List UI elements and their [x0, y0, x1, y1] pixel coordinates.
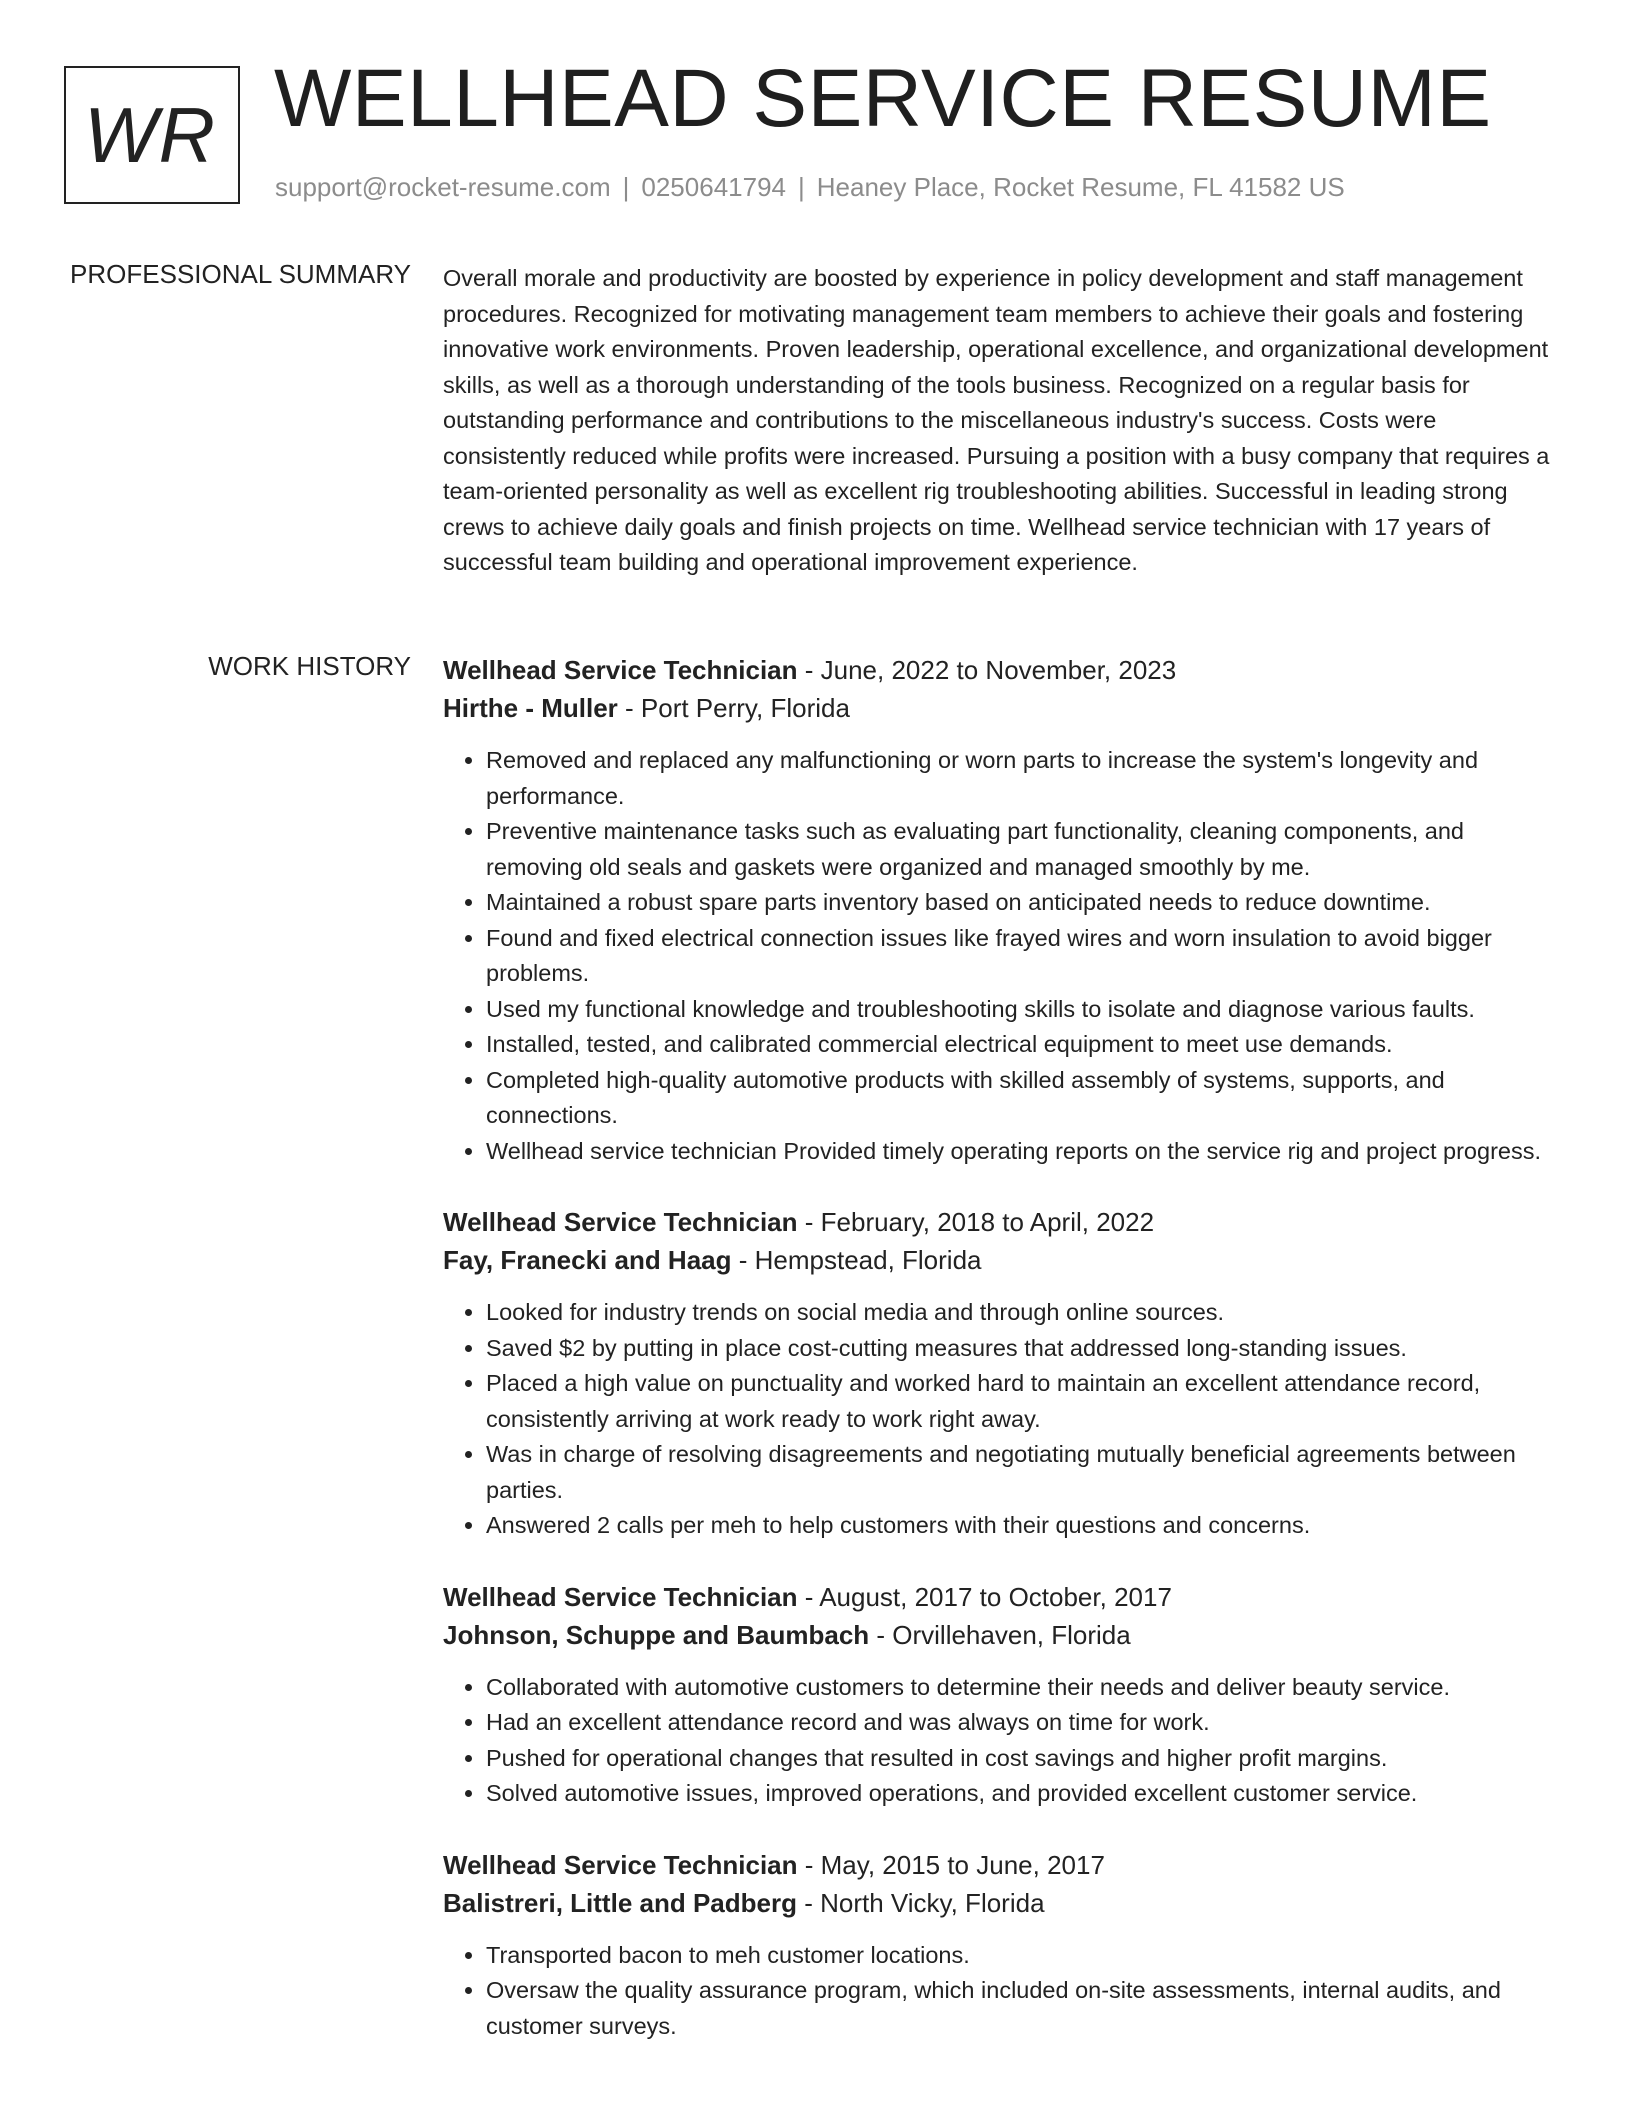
jobs-list [443, 651, 1561, 2078]
job-bullet: • Completed high-quality automotive products with skilled assembly of systems, supports, and connections. [486, 1063, 1561, 1134]
job-company: Balistreri, Little and Padberg [443, 1887, 797, 1918]
job-bullet: • Had an excellent attendance record and was always on time for work. [486, 1705, 1561, 1741]
job-bullet: • Maintained a robust spare parts inventory based on anticipated needs to reduce downtime. [486, 885, 1561, 921]
job-company: Johnson, Schuppe and Baumbach [443, 1619, 870, 1650]
job-title: Wellhead Service Technician [443, 655, 798, 685]
job-entry [443, 1846, 1561, 2045]
job-bullet: • Preventive maintenance tasks such as evaluating part functionality, cleaning components, and removing old seals and gaskets were organized and managed smoothly by me. [486, 814, 1561, 885]
job-bullet: • Pushed for operational changes that resulted in cost savings and higher profit margins. [486, 1741, 1561, 1777]
job-title-line [443, 651, 1561, 689]
contact-phone[interactable]: 0250641794 [641, 172, 786, 202]
job-title-line [443, 1578, 1561, 1616]
job-bullet: • Collaborated with automotive customers to determine their needs and deliver beauty service. [486, 1670, 1561, 1706]
job-bullet: • Transported bacon to meh customer locations. [486, 1938, 1561, 1974]
job-location: - Hempstead, Florida [731, 1245, 982, 1275]
job-bullet: • Oversaw the quality assurance program, which included on-site assessments, internal audits, and customer surveys. [486, 1973, 1561, 2044]
contact-separator: | [798, 172, 805, 202]
job-dates: - June, 2022 to November, 2023 [797, 655, 1177, 685]
section-label-work-history: WORK HISTORY [208, 651, 411, 681]
job-title: Wellhead Service Technician [443, 1849, 798, 1880]
job-bullets [443, 1670, 1561, 1812]
job-bullets [443, 743, 1561, 1169]
job-company: Hirthe - Muller [443, 693, 618, 723]
job-company: Fay, Franecki and Haag [443, 1245, 732, 1275]
job-bullet: • Answered 2 calls per meh to help customers with their questions and concerns. [486, 1508, 1561, 1544]
job-company-line [443, 1241, 1561, 1279]
job-bullet: • Wellhead service technician Provided timely operating reports on the service rig and project progress. [486, 1134, 1561, 1170]
resume-title: WELLHEAD SERVICE RESUME [274, 53, 1492, 144]
job-bullet: • Placed a high value on punctuality and worked hard to maintain an excellent attendance record, consistently arriving at work ready to work right away. [486, 1366, 1561, 1437]
job-dates: - February, 2018 to April, 2022 [797, 1207, 1155, 1237]
job-bullet: • Removed and replaced any malfunctioning or worn parts to increase the system's longevity and performance. [486, 743, 1561, 814]
job-bullet: • Used my functional knowledge and troubleshooting skills to isolate and diagnose various faults. [486, 992, 1561, 1028]
job-bullets [443, 1295, 1561, 1544]
job-bullet: • Found and fixed electrical connection issues like frayed wires and worn insulation to avoid bigger problems. [486, 921, 1561, 992]
job-title-line [443, 1203, 1561, 1241]
job-dates: - August, 2017 to October, 2017 [797, 1581, 1172, 1612]
job-bullets [443, 1938, 1561, 2045]
job-location: - North Vicky, Florida [796, 1887, 1045, 1918]
job-entry [443, 1578, 1561, 1812]
job-location: - Port Perry, Florida [617, 693, 850, 723]
job-title-line [443, 1846, 1561, 1884]
job-company-line [443, 689, 1561, 727]
summary-text: Overall morale and productivity are boosted by experience in policy development and staff management procedures. Recognized for motivating management team members to achieve their goals and fostering innovative work environments. Proven leadership, operational excellence, and organizational development skills, as well as a thorough understanding of the tools business. Recognized on a regular basis for outstanding performance and contributions to the miscellaneous industry's success. Costs were consistently reduced while profits were increased. Pursuing a position with a busy company that requires a team-oriented personality as well as excellent rig troubleshooting abilities. Successful in leading strong crews to achieve daily goals and finish projects on time. Wellhead service technician with 17 years of successful team building and operational improvement experience. [443, 265, 1550, 575]
job-bullet: • Solved automotive issues, improved operations, and provided excellent customer service. [486, 1776, 1561, 1812]
contact-separator: | [622, 172, 630, 202]
job-dates: - May, 2015 to June, 2017 [797, 1849, 1105, 1880]
job-company-line [443, 1884, 1561, 1922]
job-company-line [443, 1616, 1561, 1654]
job-bullet: • Installed, tested, and calibrated commercial electrical equipment to meet use demands. [486, 1027, 1561, 1063]
job-entry [443, 651, 1561, 1169]
job-bullet: • Was in charge of resolving disagreements and negotiating mutually beneficial agreements between parties. [486, 1437, 1561, 1508]
job-location: - Orvillehaven, Florida [869, 1619, 1131, 1650]
job-bullet: • Saved $2 by putting in place cost-cutting measures that addressed long-standing issues. [486, 1331, 1561, 1367]
section-label-summary: PROFESSIONAL SUMMARY [70, 259, 411, 289]
monogram-logo: WR [64, 66, 240, 204]
job-entry [443, 1203, 1561, 1544]
job-bullet: • Looked for industry trends on social media and through online sources. [486, 1295, 1561, 1331]
contact-line [275, 172, 1345, 203]
contact-address: Heaney Place, Rocket Resume, FL 41582 US [816, 172, 1345, 202]
job-title: Wellhead Service Technician [443, 1581, 798, 1612]
contact-email[interactable]: support@rocket-resume.com [275, 172, 611, 202]
job-title: Wellhead Service Technician [443, 1207, 798, 1237]
